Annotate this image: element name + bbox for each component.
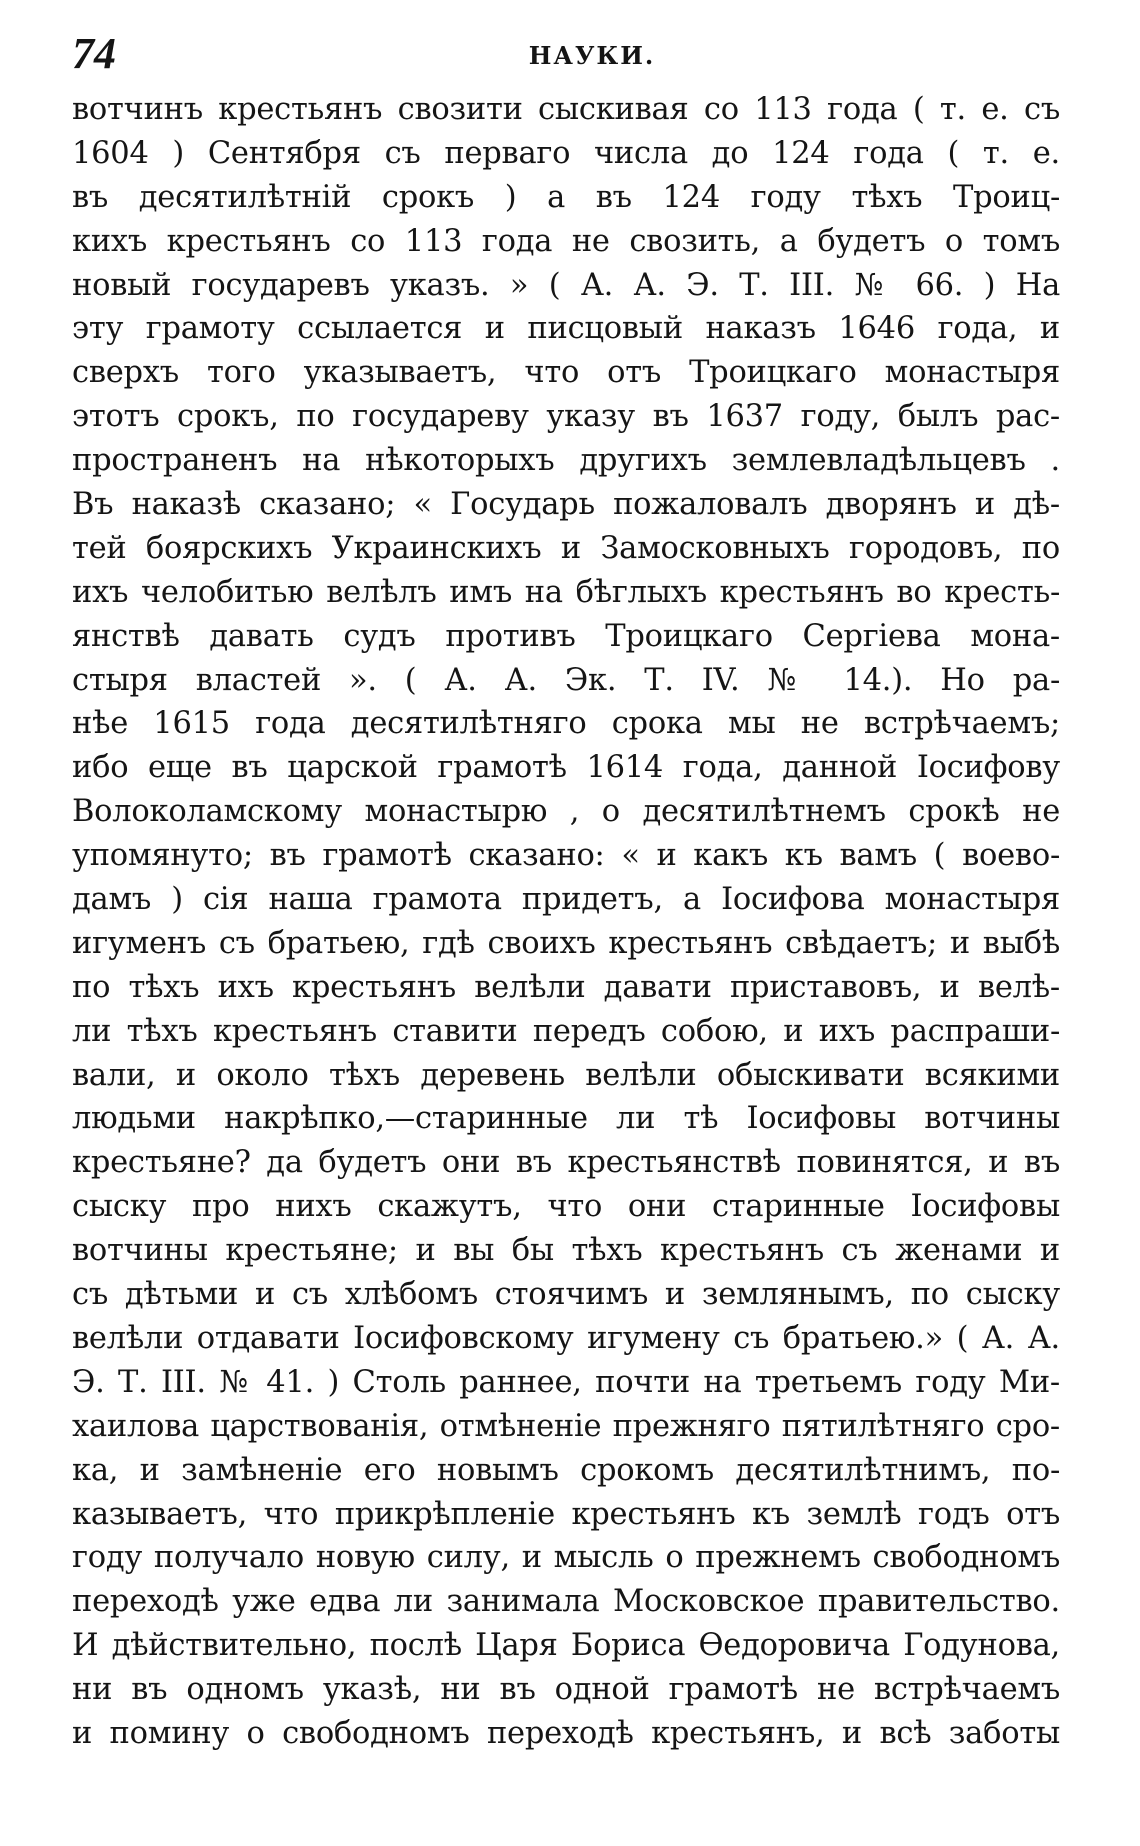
text-line: Э. Т. III. № 41. ) Столь раннее, почти на третьемъ году Ми-	[72, 1364, 1060, 1400]
text-line: стыря властей ». ( А. А. Эк. Т. IV. № 14.). Но ра-	[72, 662, 1060, 698]
text-line: этотъ срокъ, по государеву указу въ 1637 году, былъ рас-	[72, 399, 1060, 435]
text-line: вали, и около тѣхъ деревень велѣли обыскивати всякими	[72, 1057, 1060, 1093]
page-number: 74	[72, 29, 116, 78]
text-line: въ десятилѣтній срокъ ) а въ 124 году тѣхъ Троиц-	[72, 179, 1060, 215]
text-line: И дѣйствительно, послѣ Царя Бориса Ѳедоровича Годунова,	[72, 1628, 1060, 1664]
text-line: ни въ одномъ указѣ, ни въ одной грамотѣ не встрѣчаемъ	[72, 1672, 1060, 1708]
text-line: хаилова царствованія, отмѣненіе прежняго пятилѣтняго сро-	[72, 1408, 1060, 1444]
text-line: велѣли отдавати Іосифовскому игумену съ братьею.» ( А. А.	[72, 1320, 1060, 1356]
text-line: янствѣ давать судъ противъ Троицкаго Сергіева мона-	[72, 618, 1060, 654]
text-line: и помину о свободномъ переходѣ крестьянъ, и всѣ заботы	[72, 1715, 1060, 1751]
text-line: тей боярскихъ Украинскихъ и Замосковныхъ городовъ, по	[72, 530, 1060, 566]
text-line: сверхъ того указываетъ, что отъ Троицкаго монастыря	[72, 355, 1060, 391]
text-line: пространенъ на нѣкоторыхъ другихъ землевладѣльцевъ .	[72, 443, 1060, 479]
text-line: вотчины крестьяне; и вы бы тѣхъ крестьянъ съ женами и	[72, 1233, 1060, 1269]
body-text	[72, 88, 1060, 1756]
text-line: кихъ крестьянъ со 113 года не свозить, а будетъ о томъ	[72, 223, 1060, 259]
text-line: ка, и замѣненіе его новымъ срокомъ десятилѣтнимъ, по-	[72, 1452, 1060, 1488]
text-line: сыску про нихъ скажутъ, что они старинные Іосифовы	[72, 1189, 1060, 1225]
text-line: по тѣхъ ихъ крестьянъ велѣли давати приставовъ, и велѣ-	[72, 969, 1060, 1005]
text-line: людьми накрѣпко,—старинные ли тѣ Іосифовы вотчины	[72, 1101, 1060, 1137]
text-line: нѣе 1615 года десятилѣтняго срока мы не встрѣчаемъ;	[72, 706, 1060, 742]
text-line: казываетъ, что прикрѣпленіе крестьянъ къ землѣ годъ отъ	[72, 1496, 1060, 1532]
text-line: съ дѣтьми и съ хлѣбомъ стоячимъ и землянымъ, по сыску	[72, 1277, 1060, 1313]
text-line: новый государевъ указъ. » ( А. А. Э. Т. III. № 66. ) На	[72, 267, 1060, 303]
running-head: НАУКИ.	[528, 41, 656, 70]
text-line: Въ наказѣ сказано; « Государь пожаловалъ дворянъ и дѣ-	[72, 487, 1060, 523]
text-line: крестьяне? да будетъ они въ крестьянствѣ повинятся, и въ	[72, 1145, 1060, 1181]
text-line: игуменъ съ братьею, гдѣ своихъ крестьянъ свѣдаетъ; и выбѣ	[72, 925, 1060, 961]
page-header	[72, 24, 1062, 84]
text-line: году получало новую силу, и мысль о прежнемъ свободномъ	[72, 1540, 1060, 1576]
text-line: переходѣ уже едва ли занимала Московское правительство.	[72, 1584, 1060, 1620]
text-line: эту грамоту ссылается и писцовый наказъ 1646 года, и	[72, 311, 1060, 347]
text-line: вотчинъ крестьянъ свозити сыскивая со 113 года ( т. е. съ	[72, 92, 1060, 127]
text-line: ибо еще въ царской грамотѣ 1614 года, данной Іосифову	[72, 750, 1060, 786]
text-line: ихъ челобитью велѣлъ имъ на бѣглыхъ крестьянъ во кресть-	[72, 574, 1060, 610]
text-line: дамъ ) сія наша грамота придетъ, а Іосифова монастыря	[72, 882, 1060, 918]
text-line: ли тѣхъ крестьянъ ставити передъ собою, и ихъ распраши-	[72, 1013, 1060, 1049]
text-line: Волоколамскому монастырю , о десятилѣтнемъ срокѣ не	[72, 794, 1060, 830]
text-line: упомянуто; въ грамотѣ сказано: « и какъ къ вамъ ( воево-	[72, 838, 1060, 874]
text-line: 1604 ) Сентября съ перваго числа до 124 года ( т. е.	[72, 135, 1060, 171]
